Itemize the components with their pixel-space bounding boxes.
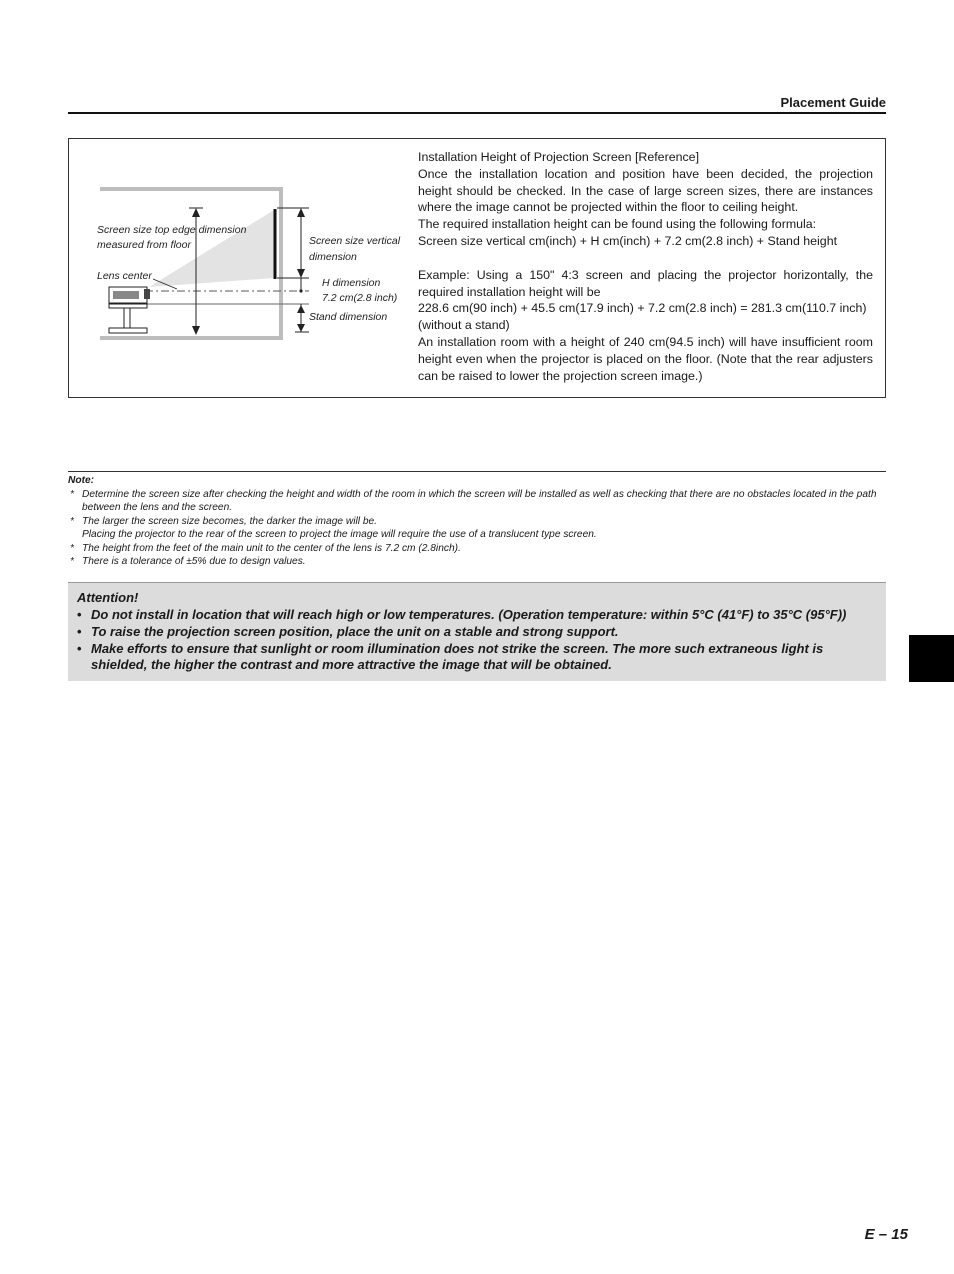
reference-calc-note: (without a stand) xyxy=(418,318,510,333)
reference-title: Installation Height of Projection Screen [Reference] xyxy=(418,150,700,164)
attention-title: Attention! xyxy=(77,590,139,605)
label-vertical: Screen size vertical xyxy=(309,235,401,247)
page-number: E – 15 xyxy=(864,1226,908,1243)
note-item xyxy=(68,555,886,569)
label-top-edge: Screen size top edge dimension xyxy=(97,224,247,236)
note-item xyxy=(68,515,886,542)
note-bullet: * xyxy=(70,488,74,500)
stand-top xyxy=(109,304,147,308)
label-top-edge-2: measured from floor xyxy=(97,239,191,251)
section-tab-marker xyxy=(909,635,954,682)
page-section-title: Placement Guide xyxy=(780,95,886,110)
reference-para2: The required installation height can be found using the following formula: xyxy=(418,217,817,232)
attention-bullet: • xyxy=(77,640,82,656)
projector-lens xyxy=(144,289,150,299)
note-bullet: * xyxy=(70,515,74,527)
label-h-dimension: H dimension xyxy=(322,277,381,289)
note-title: Note: xyxy=(68,475,95,486)
attention-box xyxy=(68,582,886,681)
note-bullet: * xyxy=(70,542,74,554)
note-item xyxy=(68,542,886,556)
stand-post xyxy=(124,308,130,328)
reference-example: Example: Using a 150" 4:3 screen and placing the projector horizontally, the required installation height will be xyxy=(418,267,873,299)
attention-text: Make efforts to ensure that sunlight or room illumination does not strike the screen. The more such extraneous light is shielded, the higher the contrast and more attractive the image that will be obtained. xyxy=(91,640,824,673)
reference-box xyxy=(68,138,886,398)
installation-height-diagram xyxy=(69,139,409,397)
label-lens-center: Lens center xyxy=(97,270,152,282)
label-vertical-2: dimension xyxy=(309,251,357,263)
reference-conclusion: An installation room with a height of 240 cm(94.5 inch) will have insufficient room height even when the projector is placed on the floor. (Note that the rear adjusters can be raised to lower the projection screen image.) xyxy=(418,334,873,383)
attention-bullet: • xyxy=(77,623,82,639)
projector-detail xyxy=(113,291,139,299)
note-text: Determine the screen size after checking the height and width of the room in which the screen will be installed as well as checking that there are no obstacles located in the path between the lens and the screen. xyxy=(82,488,877,513)
attention-item xyxy=(76,607,878,624)
attention-item xyxy=(76,641,878,675)
note-text: The larger the screen size becomes, the darker the image will be. xyxy=(82,515,378,527)
attention-text: Do not install in location that will reach high or low temperatures. (Operation temperature: within 5°C (41°F) to 35°C (95°F)) xyxy=(91,607,847,622)
header-rule xyxy=(68,112,886,114)
attention-bullet: • xyxy=(77,607,82,622)
stand-base xyxy=(109,328,147,333)
reference-calc: 228.6 cm(90 inch) + 45.5 cm(17.9 inch) + 7.2 cm(2.8 inch) = 281.3 cm(110.7 inch) xyxy=(418,301,867,316)
note-text: The height from the feet of the main unit to the center of the lens is 7.2 cm (2.8inch). xyxy=(82,542,461,554)
reference-para1: Once the installation location and position have been decided, the projection height should be checked. In the case of large screen sizes, there are instances where the image cannot be projected within the floor to ceiling height. xyxy=(418,166,873,215)
reference-text xyxy=(418,149,873,384)
note-section xyxy=(68,471,886,569)
note-bullet: * xyxy=(70,556,74,567)
attention-list xyxy=(76,607,878,674)
attention-text: To raise the projection screen position, place the unit on a stable and strong support. xyxy=(91,623,619,639)
label-h-dimension-2: 7.2 cm(2.8 inch) xyxy=(322,292,398,304)
note-item xyxy=(68,488,886,515)
note-text: There is a tolerance of ±5% due to design values. xyxy=(82,556,306,567)
diagram-graphic xyxy=(69,139,409,397)
reference-formula: Screen size vertical cm(inch) + H cm(inch) + 7.2 cm(2.8 inch) + Stand height xyxy=(418,233,838,248)
attention-item xyxy=(76,624,878,641)
label-stand: Stand dimension xyxy=(309,311,388,323)
note-text-continued: Placing the projector to the rear of the screen to project the image will require the use of a translucent type screen. xyxy=(82,529,597,540)
